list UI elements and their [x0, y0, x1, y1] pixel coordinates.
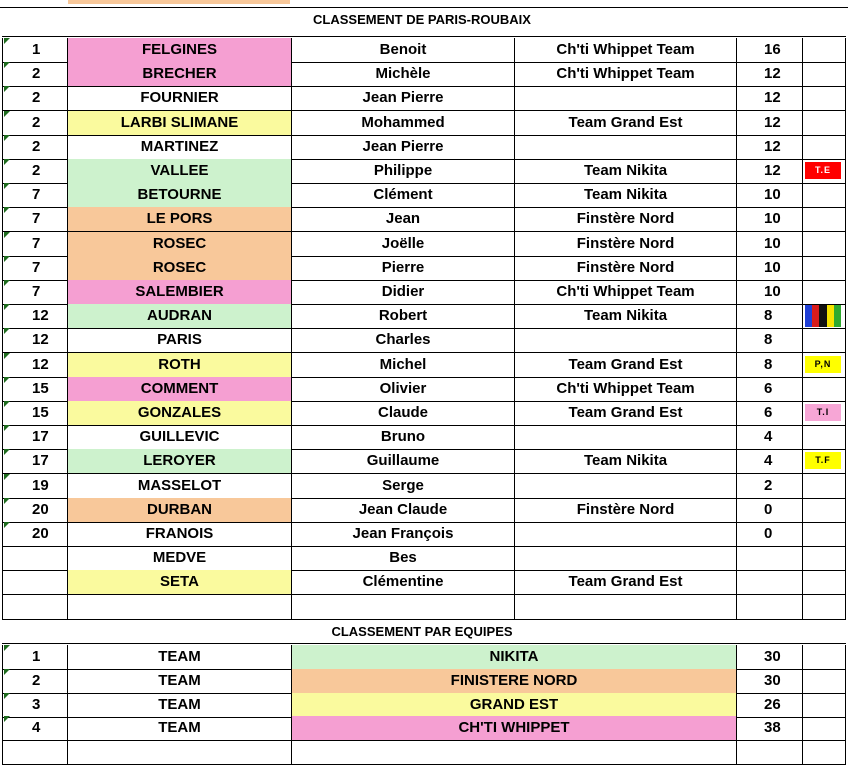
rider-first-name[interactable]: Clément	[292, 183, 515, 207]
rider-points[interactable]	[737, 570, 803, 594]
cell-comment-marker	[4, 669, 10, 675]
jersey-cell[interactable]	[803, 474, 846, 498]
table-row	[0, 280, 846, 304]
table-row	[0, 353, 846, 377]
cell-comment-marker	[4, 474, 10, 480]
top-strip	[0, 0, 848, 8]
rider-first-name[interactable]: Clémentine	[292, 570, 515, 594]
team-label[interactable]: TEAM	[68, 645, 292, 669]
empty-cell[interactable]	[803, 645, 846, 669]
rider-team[interactable]: Finstère Nord	[515, 207, 737, 231]
cell-comment-marker	[4, 716, 10, 722]
jersey-badge: T.E	[805, 162, 841, 179]
rider-points[interactable]: 4	[737, 449, 803, 473]
jersey-cell[interactable]	[803, 570, 846, 594]
table-row	[0, 474, 846, 498]
table-row	[0, 425, 846, 449]
rider-team[interactable]	[515, 86, 737, 110]
rider-team[interactable]: Ch'ti Whippet Team	[515, 62, 737, 86]
cell-comment-marker	[4, 183, 10, 189]
jersey-cell[interactable]	[803, 498, 846, 522]
table-row	[0, 62, 846, 86]
rank-cell[interactable]: 7	[2, 207, 68, 231]
rider-first-name[interactable]: Mohammed	[292, 111, 515, 135]
rider-first-name[interactable]: Joëlle	[292, 232, 515, 256]
rider-last-name[interactable]: COMMENT	[68, 377, 292, 401]
rider-points[interactable]: 0	[737, 498, 803, 522]
rider-first-name[interactable]: Philippe	[292, 159, 515, 183]
rider-last-name[interactable]: GUILLEVIC	[68, 425, 292, 449]
rider-team[interactable]	[515, 328, 737, 352]
table-row	[0, 304, 846, 328]
team-points[interactable]: 26	[737, 693, 803, 717]
team-title-underline	[2, 643, 846, 644]
cell-comment-marker	[4, 645, 10, 651]
row-bottom-border	[2, 619, 846, 620]
rider-team[interactable]	[515, 522, 737, 546]
rider-points[interactable]: 10	[737, 232, 803, 256]
cell-comment-marker	[4, 38, 10, 44]
rider-last-name[interactable]: LEROYER	[68, 449, 292, 473]
rider-first-name[interactable]: Jean François	[292, 522, 515, 546]
jersey-cell[interactable]	[803, 280, 846, 304]
rider-points[interactable]: 6	[737, 401, 803, 425]
jersey-badge: T.F	[805, 452, 841, 469]
rider-points[interactable]: 6	[737, 377, 803, 401]
team-row	[0, 693, 846, 717]
rank-cell[interactable]	[2, 595, 68, 619]
rider-last-name[interactable]: ROSEC	[68, 232, 292, 256]
table-row	[0, 111, 846, 135]
empty-cell[interactable]	[803, 669, 846, 693]
rider-team[interactable]: Finstère Nord	[515, 232, 737, 256]
rider-last-name[interactable]: BRECHER	[68, 62, 292, 86]
rider-team[interactable]: Ch'ti Whippet Team	[515, 377, 737, 401]
rank-cell[interactable]: 12	[2, 304, 68, 328]
rider-points[interactable]: 10	[737, 207, 803, 231]
rider-team[interactable]: Team Grand Est	[515, 570, 737, 594]
jersey-cell[interactable]	[803, 449, 846, 473]
cell-comment-marker	[4, 401, 10, 407]
jersey-cell[interactable]	[803, 38, 846, 62]
rank-cell[interactable]: 12	[2, 353, 68, 377]
jersey-cell[interactable]	[803, 546, 846, 570]
cell-comment-marker	[4, 693, 10, 699]
rider-points[interactable]: 12	[737, 62, 803, 86]
rider-team[interactable]	[515, 474, 737, 498]
rider-points[interactable]: 8	[737, 304, 803, 328]
empty-cell[interactable]	[803, 716, 846, 740]
rider-points[interactable]: 10	[737, 183, 803, 207]
rank-cell[interactable]: 19	[2, 474, 68, 498]
table-row	[0, 159, 846, 183]
rider-last-name[interactable]: MEDVE	[68, 546, 292, 570]
jersey-cell[interactable]	[803, 328, 846, 352]
team-rank-cell[interactable]: 4	[2, 716, 68, 740]
jersey-cell[interactable]	[803, 425, 846, 449]
flag-stripe	[805, 305, 812, 327]
rider-last-name[interactable]: PARIS	[68, 328, 292, 352]
rider-points[interactable]: 12	[737, 86, 803, 110]
flag-stripe	[827, 305, 834, 327]
jersey-cell[interactable]	[803, 522, 846, 546]
rider-team[interactable]: Team Grand Est	[515, 111, 737, 135]
rider-last-name[interactable]: SALEMBIER	[68, 280, 292, 304]
rider-first-name[interactable]: Jean Pierre	[292, 86, 515, 110]
cell-comment-marker	[4, 449, 10, 455]
team-label[interactable]	[68, 740, 292, 764]
rider-first-name[interactable]: Pierre	[292, 256, 515, 280]
team-points[interactable]: 38	[737, 716, 803, 740]
table-row	[0, 232, 846, 256]
rider-last-name[interactable]: AUDRAN	[68, 304, 292, 328]
cell-comment-marker	[4, 498, 10, 504]
cell-comment-marker	[4, 232, 10, 238]
race-title: CLASSEMENT DE PARIS-ROUBAIX	[313, 12, 531, 27]
rank-cell[interactable]: 2	[2, 86, 68, 110]
rider-first-name[interactable]: Bes	[292, 546, 515, 570]
cell-comment-marker	[4, 280, 10, 286]
cell-comment-marker	[4, 328, 10, 334]
rider-last-name[interactable]: MASSELOT	[68, 474, 292, 498]
team-row	[0, 716, 846, 740]
table-row	[0, 546, 846, 570]
rank-cell[interactable]: 7	[2, 183, 68, 207]
rider-last-name[interactable]: GONZALES	[68, 401, 292, 425]
rider-team[interactable]: Finstère Nord	[515, 256, 737, 280]
rider-last-name[interactable]: MARTINEZ	[68, 135, 292, 159]
rider-team[interactable]	[515, 425, 737, 449]
rider-team[interactable]: Team Nikita	[515, 449, 737, 473]
rider-first-name[interactable]: Robert	[292, 304, 515, 328]
rank-cell[interactable]: 2	[2, 62, 68, 86]
team-name[interactable]: NIKITA	[292, 645, 737, 669]
rider-last-name[interactable]: LARBI SLIMANE	[68, 111, 292, 135]
rider-points[interactable]: 12	[737, 159, 803, 183]
team-row	[0, 669, 846, 693]
rider-last-name[interactable]: FELGINES	[68, 38, 292, 62]
table-row	[0, 498, 846, 522]
rank-cell[interactable]: 12	[2, 328, 68, 352]
table-row	[0, 207, 846, 231]
rider-team[interactable]: Finstère Nord	[515, 498, 737, 522]
rider-last-name[interactable]: VALLEE	[68, 159, 292, 183]
empty-cell[interactable]	[803, 740, 846, 764]
team-points[interactable]: 30	[737, 645, 803, 669]
cell-comment-marker	[4, 159, 10, 165]
team-name[interactable]: CH'TI WHIPPET	[292, 716, 737, 740]
rider-first-name[interactable]: Didier	[292, 280, 515, 304]
table-row	[0, 522, 846, 546]
team-rank-cell[interactable]: 2	[2, 669, 68, 693]
team-rank-cell[interactable]: 1	[2, 645, 68, 669]
jersey-cell[interactable]	[803, 111, 846, 135]
rider-points[interactable]	[737, 595, 803, 619]
rider-team[interactable]: Ch'ti Whippet Team	[515, 280, 737, 304]
team-name[interactable]: FINISTERE NORD	[292, 669, 737, 693]
rank-cell[interactable]: 15	[2, 401, 68, 425]
jersey-badge: P,N	[805, 356, 841, 373]
table-row	[0, 328, 846, 352]
jersey-cell[interactable]	[803, 377, 846, 401]
cell-comment-marker	[4, 353, 10, 359]
table-row	[0, 86, 846, 110]
jersey-badge: T.I	[805, 404, 841, 421]
rider-first-name[interactable]: Michel	[292, 353, 515, 377]
rank-cell[interactable]: 20	[2, 522, 68, 546]
team-rank-cell[interactable]	[2, 740, 68, 764]
team-name[interactable]	[292, 740, 737, 764]
rider-first-name[interactable]: Guillaume	[292, 449, 515, 473]
rider-first-name[interactable]: Bruno	[292, 425, 515, 449]
table-row	[0, 570, 846, 594]
rider-first-name[interactable]: Olivier	[292, 377, 515, 401]
rank-cell[interactable]: 7	[2, 280, 68, 304]
rider-team[interactable]	[515, 135, 737, 159]
cell-comment-marker	[4, 256, 10, 262]
jersey-cell[interactable]	[803, 595, 846, 619]
rider-team[interactable]: Team Grand Est	[515, 353, 737, 377]
rider-first-name[interactable]: Michèle	[292, 62, 515, 86]
rider-last-name[interactable]	[68, 595, 292, 619]
team-points[interactable]	[737, 740, 803, 764]
table-row	[0, 135, 846, 159]
rank-cell[interactable]: 15	[2, 377, 68, 401]
rider-points[interactable]: 8	[737, 353, 803, 377]
cell-comment-marker	[4, 522, 10, 528]
row-bottom-border	[2, 764, 846, 765]
table-row	[0, 183, 846, 207]
jersey-cell[interactable]	[803, 86, 846, 110]
jersey-cell[interactable]	[803, 353, 846, 377]
empty-cell[interactable]	[803, 693, 846, 717]
rider-points[interactable]: 10	[737, 280, 803, 304]
rider-first-name[interactable]	[292, 595, 515, 619]
rank-cell[interactable]	[2, 570, 68, 594]
rider-points[interactable]: 16	[737, 38, 803, 62]
rider-first-name[interactable]: Claude	[292, 401, 515, 425]
team-name[interactable]: GRAND EST	[292, 693, 737, 717]
flag-stripe	[819, 305, 826, 327]
cell-comment-marker	[4, 304, 10, 310]
rank-cell[interactable]: 17	[2, 449, 68, 473]
table-row	[0, 377, 846, 401]
cell-comment-marker	[4, 135, 10, 141]
rank-cell[interactable]: 7	[2, 256, 68, 280]
jersey-cell[interactable]	[803, 135, 846, 159]
table-row	[0, 401, 846, 425]
rank-cell[interactable]: 2	[2, 135, 68, 159]
rider-team[interactable]: Team Nikita	[515, 159, 737, 183]
title-underline	[2, 36, 846, 37]
cell-comment-marker	[4, 425, 10, 431]
rider-last-name[interactable]: SETA	[68, 570, 292, 594]
rider-points[interactable]: 12	[737, 111, 803, 135]
team-ranking-title: CLASSEMENT PAR EQUIPES	[331, 624, 513, 639]
rank-cell[interactable]	[2, 546, 68, 570]
rider-points[interactable]	[737, 546, 803, 570]
team-label[interactable]: TEAM	[68, 669, 292, 693]
cell-comment-marker	[4, 111, 10, 117]
flag-stripe	[834, 305, 841, 327]
rider-last-name[interactable]: DURBAN	[68, 498, 292, 522]
jersey-cell[interactable]	[803, 232, 846, 256]
rank-cell[interactable]: 7	[2, 232, 68, 256]
table-row	[0, 449, 846, 473]
rider-points[interactable]: 10	[737, 256, 803, 280]
jersey-cell[interactable]	[803, 401, 846, 425]
top-border	[0, 7, 848, 8]
team-label[interactable]: TEAM	[68, 716, 292, 740]
rider-last-name[interactable]: FRANOIS	[68, 522, 292, 546]
rider-last-name[interactable]: FOURNIER	[68, 86, 292, 110]
top-orange-cell	[68, 0, 290, 4]
rider-last-name[interactable]: ROSEC	[68, 256, 292, 280]
rider-team[interactable]	[515, 546, 737, 570]
rank-cell[interactable]: 1	[2, 38, 68, 62]
team-points[interactable]: 30	[737, 669, 803, 693]
cell-comment-marker	[4, 62, 10, 68]
rider-first-name[interactable]: Serge	[292, 474, 515, 498]
rank-cell[interactable]: 2	[2, 111, 68, 135]
jersey-cell[interactable]	[803, 159, 846, 183]
rider-team[interactable]: Team Nikita	[515, 183, 737, 207]
team-row	[0, 740, 846, 764]
rider-team[interactable]: Ch'ti Whippet Team	[515, 38, 737, 62]
team-label[interactable]: TEAM	[68, 693, 292, 717]
rider-points[interactable]: 4	[737, 425, 803, 449]
jersey-cell[interactable]	[803, 183, 846, 207]
flag-stripe	[812, 305, 819, 327]
rider-first-name[interactable]: Jean Pierre	[292, 135, 515, 159]
rider-points[interactable]: 12	[737, 135, 803, 159]
table-row	[0, 38, 846, 62]
rank-cell[interactable]: 2	[2, 159, 68, 183]
rider-team[interactable]: Team Nikita	[515, 304, 737, 328]
rider-first-name[interactable]: Jean Claude	[292, 498, 515, 522]
team-rank-cell[interactable]: 3	[2, 693, 68, 717]
rider-points[interactable]: 8	[737, 328, 803, 352]
cell-comment-marker	[4, 377, 10, 383]
table-row	[0, 595, 846, 619]
rider-points[interactable]: 0	[737, 522, 803, 546]
rider-last-name[interactable]: LE PORS	[68, 207, 292, 231]
rank-cell[interactable]: 17	[2, 425, 68, 449]
jersey-cell[interactable]	[803, 207, 846, 231]
table-row	[0, 256, 846, 280]
rider-first-name[interactable]: Benoit	[292, 38, 515, 62]
rider-first-name[interactable]: Charles	[292, 328, 515, 352]
cell-comment-marker	[4, 207, 10, 213]
team-row	[0, 645, 846, 669]
rider-last-name[interactable]: ROTH	[68, 353, 292, 377]
rider-first-name[interactable]: Jean	[292, 207, 515, 231]
cell-comment-marker	[4, 86, 10, 92]
jersey-cell[interactable]	[803, 304, 846, 328]
rider-last-name[interactable]: BETOURNE	[68, 183, 292, 207]
rider-team[interactable]: Team Grand Est	[515, 401, 737, 425]
jersey-cell[interactable]	[803, 256, 846, 280]
rider-team[interactable]	[515, 595, 737, 619]
stripe-flag-icon	[805, 305, 841, 327]
rank-cell[interactable]: 20	[2, 498, 68, 522]
rider-points[interactable]: 2	[737, 474, 803, 498]
jersey-cell[interactable]	[803, 62, 846, 86]
